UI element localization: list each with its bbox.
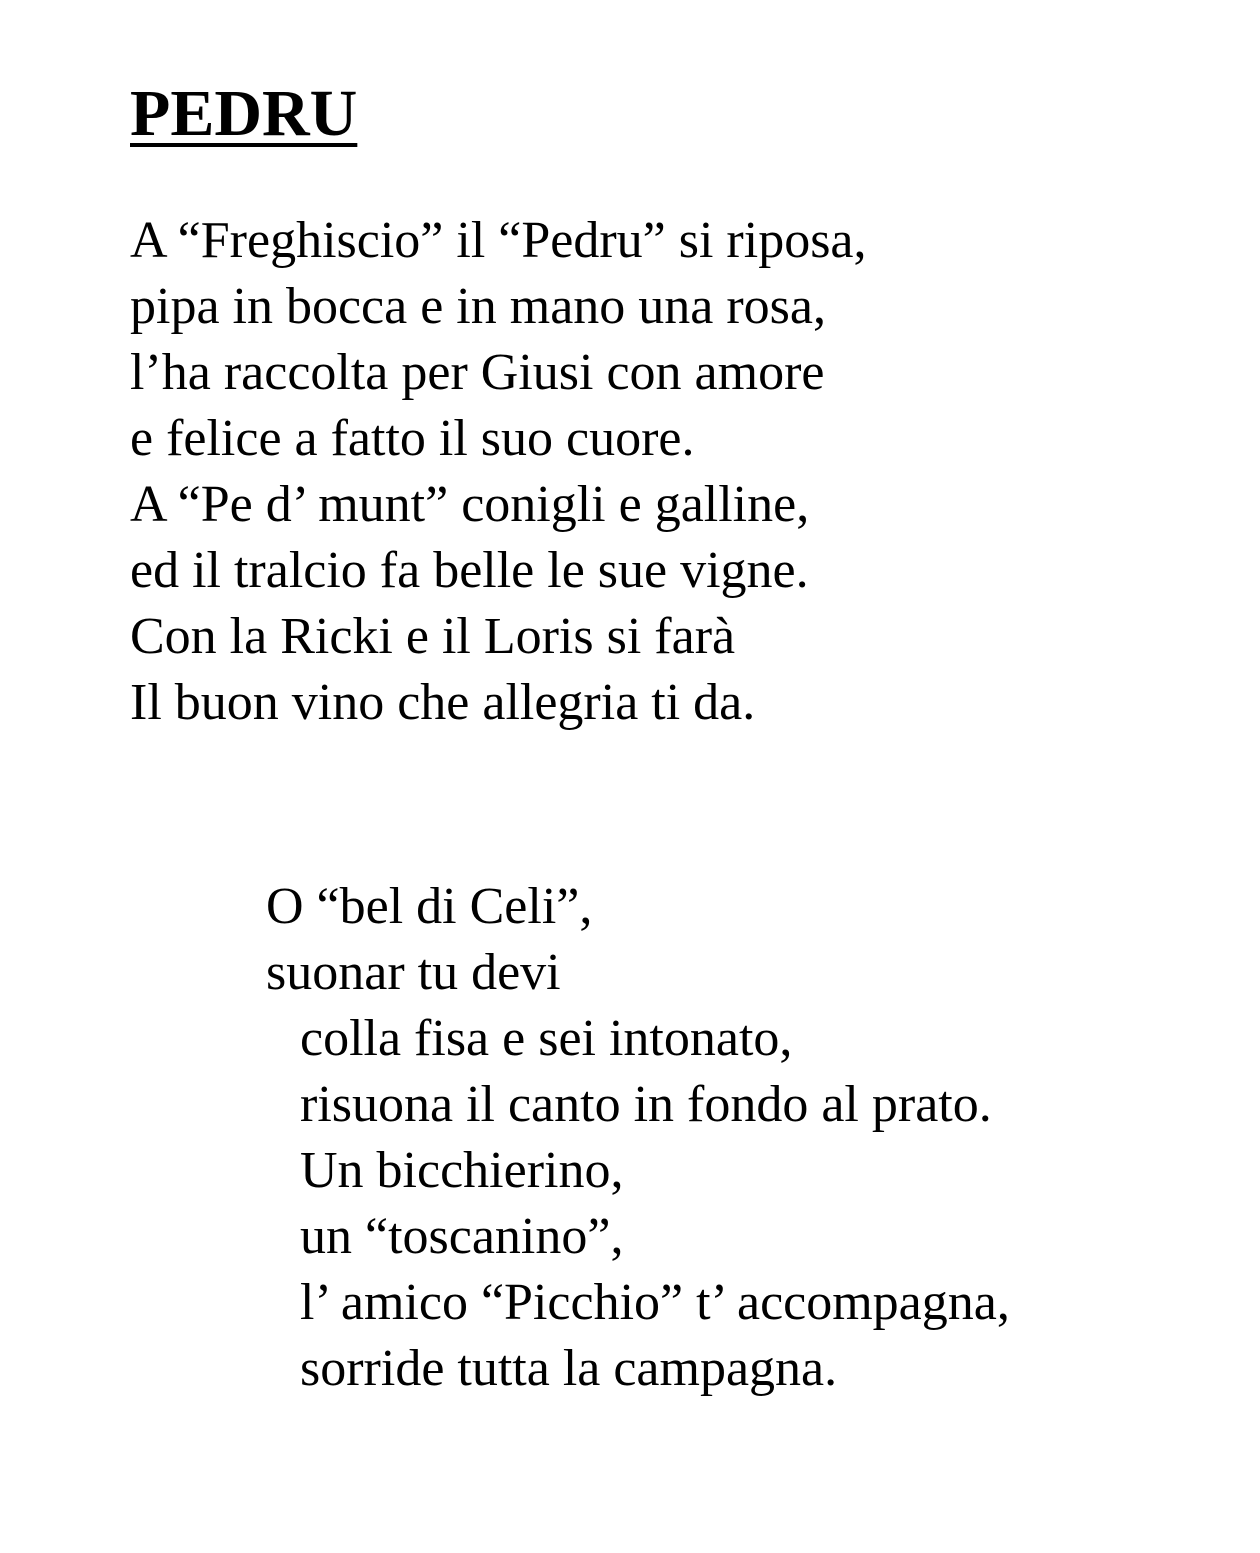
poem-line: pipa in bocca e in mano una rosa, [130, 278, 826, 335]
poem-line: suonar tu devi [266, 944, 561, 1001]
poem-line: Con la Ricki e il Loris si farà [130, 608, 736, 665]
poem-line: l’ha raccolta per Giusi con amore [130, 344, 825, 401]
poem-line: l’ amico “Picchio” t’ accompagna, [300, 1274, 1010, 1331]
poem-line: Il buon vino che allegria ti da. [130, 674, 756, 731]
poem-line: A “Pe d’ munt” conigli e galline, [130, 476, 810, 533]
poem-line: risuona il canto in fondo al prato. [300, 1076, 992, 1133]
poem-line: O “bel di Celi”, [266, 878, 593, 935]
poem-line: A “Freghiscio” il “Pedru” si riposa, [130, 212, 867, 269]
stanza-1 [130, 208, 867, 736]
poem-line: un “toscanino”, [300, 1208, 624, 1265]
poem-title: PEDRU [130, 77, 358, 150]
poem-line: colla fisa e sei intonato, [300, 1010, 793, 1067]
poem-line: e felice a fatto il suo cuore. [130, 410, 695, 467]
poem-line: ed il tralcio fa belle le sue vigne. [130, 542, 809, 599]
poem-line: sorride tutta la campagna. [300, 1340, 838, 1397]
poem-line: Un bicchierino, [300, 1142, 624, 1199]
stanza-2 [266, 874, 1010, 1402]
